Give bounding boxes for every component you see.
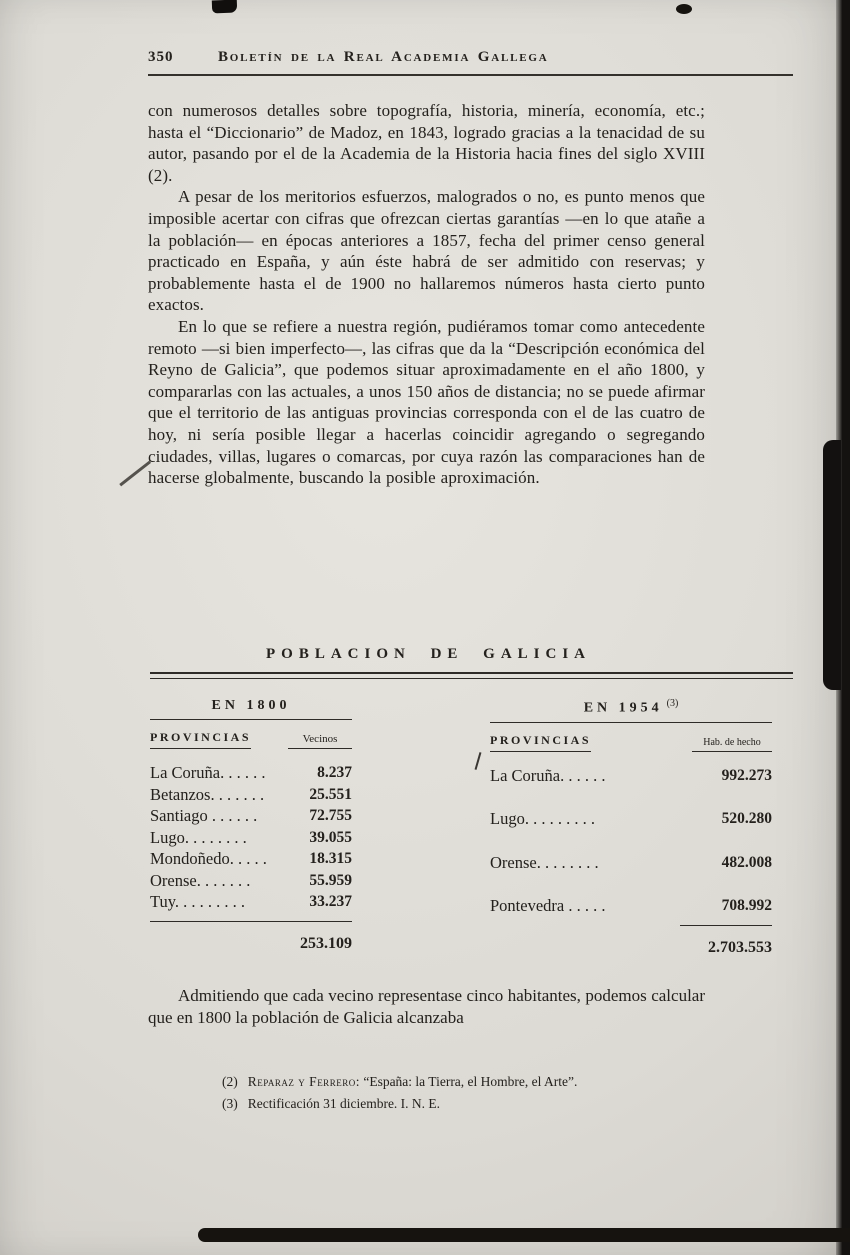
column-header-hab-de-hecho: Hab. de hecho	[692, 737, 772, 752]
column-header-provincias: PROVINCIAS	[490, 733, 591, 752]
footnote-marker: (3)	[222, 1096, 238, 1111]
province-value: 482.008	[721, 853, 772, 871]
province-label: Orense. . . . . . . .	[490, 852, 599, 872]
province-label: Pontevedra . . . . .	[490, 896, 606, 916]
total-rule	[150, 921, 352, 922]
footnote	[222, 1093, 727, 1115]
scan-stray-slash-artifact	[475, 752, 482, 770]
footnote-author: Reparaz y Ferrero:	[247, 1074, 360, 1089]
table-row	[490, 765, 772, 787]
table-row	[150, 762, 352, 784]
column-1800	[150, 698, 352, 953]
period-heading-1800: EN 1800	[150, 698, 352, 720]
column-1954	[490, 698, 772, 957]
province-value: 8.237	[317, 764, 352, 781]
footnote-marker: (2)	[222, 1074, 238, 1089]
province-label: La Coruña. . . . . .	[490, 765, 606, 785]
table-double-rule	[150, 672, 793, 679]
header-rule	[148, 74, 793, 76]
population-table	[150, 646, 793, 956]
page-number: 350	[148, 49, 174, 65]
province-value: 33.237	[309, 893, 352, 910]
paragraph: con numerosos detalles sobre topografía, historia, minería, economía, etc.; hasta el “Diccionario” de Madoz, en 1843, logrado gracias a la tenacidad de su autor, pasando por el de la Academia de la Historia hacia fines del siglo XVIII (2).	[148, 101, 705, 185]
scan-right-edge-bulge-artifact	[823, 440, 841, 690]
paragraph: En lo que se refiere a nuestra región, pudiéramos tomar como antecedente remoto —si bien imperfecto—, las cifras que da la “Descripción económica del Reyno de Galicia”, que podemos situar aproximadamente en el año 1800, y compararlas con las actuales, a unos 150 años de distancia; no se puede afirmar que el territorio de las antiguas provincias corresponda con el de las cuatro de hoy, ni sería posible llegar a hacerlas coincidir agregando o segregando ciudades, villas, lugares o comarcas, por cuya razón las comparaciones han de hacerse globalmente, buscando la posible aproximación.	[148, 316, 705, 488]
rows-1800	[150, 762, 352, 913]
province-label: Tuy. . . . . . . . .	[150, 892, 246, 911]
province-value: 520.280	[721, 810, 772, 828]
scan-bottom-band-artifact	[198, 1228, 850, 1242]
footnote-text: “España: la Tierra, el Hombre, el Arte”.	[359, 1074, 578, 1089]
scan-top-left-mark-artifact	[212, 0, 237, 13]
period-heading-1954	[490, 698, 772, 723]
table-row	[490, 852, 772, 874]
column-headers-1800	[150, 730, 352, 749]
scan-left-slash-artifact	[119, 461, 150, 486]
total-1954: 2.703.553	[708, 938, 772, 956]
province-value: 18.315	[309, 850, 352, 867]
total-1800: 253.109	[300, 934, 352, 952]
rows-1954	[490, 765, 772, 917]
total-rule	[680, 925, 772, 926]
period-label: EN 1954	[583, 700, 663, 716]
province-label: Santiago . . . . . .	[150, 806, 258, 825]
province-label: Lugo. . . . . . . .	[150, 827, 247, 847]
page-header	[148, 49, 793, 66]
province-label: Betanzos. . . . . . .	[150, 784, 265, 804]
table-row	[150, 891, 352, 913]
province-value: 992.273	[721, 766, 772, 784]
province-label: Mondoñedo. . . . .	[150, 849, 267, 868]
table-row	[490, 808, 772, 830]
province-label: Lugo. . . . . . . . .	[490, 809, 595, 829]
table-row	[150, 784, 352, 806]
closing-paragraph: Admitiendo que cada vecino representase cinco habitantes, podemos calcular que en 1800 la población de Galicia alcanzaba	[148, 986, 705, 1027]
paragraph: A pesar de los meritorios esfuerzos, malogrados o no, es punto menos que imposible acertar con cifras que ofrezcan ciertas garantías —en lo que atañe a la población— en épocas anteriores a 1857, fecha del primer censo general practicado en España, y aún éste habrá de ser admitido con reservas; y probablemente hasta el de 1900 no hallaremos números hasta cierto punto exactos.	[148, 187, 705, 315]
column-header-vecinos: Vecinos	[288, 733, 352, 749]
footnotes	[222, 1071, 727, 1115]
period-note: (3)	[666, 698, 679, 709]
province-label: Orense. . . . . . .	[150, 870, 251, 890]
table-row	[150, 827, 352, 849]
province-label: La Coruña. . . . . .	[150, 763, 266, 782]
column-headers-1954	[490, 733, 772, 752]
province-value: 55.959	[309, 871, 352, 889]
province-value: 39.055	[309, 828, 352, 846]
body-paragraphs	[148, 100, 705, 645]
province-value: 72.755	[309, 807, 352, 824]
table-row	[150, 848, 352, 870]
journal-title: Boletín de la Real Academia Gallega	[218, 49, 549, 65]
table-row	[150, 870, 352, 892]
column-header-provincias: PROVINCIAS	[150, 730, 251, 749]
table-row	[150, 805, 352, 827]
table-row	[490, 895, 772, 917]
table-title: POBLACION DE GALICIA	[265, 646, 592, 662]
footnote-text: Rectificación 31 diciembre. I. N. E.	[247, 1096, 441, 1111]
scan-top-right-mark-artifact	[676, 4, 692, 14]
footnote	[222, 1071, 727, 1093]
province-value: 708.992	[721, 897, 772, 915]
province-value: 25.551	[309, 785, 352, 803]
